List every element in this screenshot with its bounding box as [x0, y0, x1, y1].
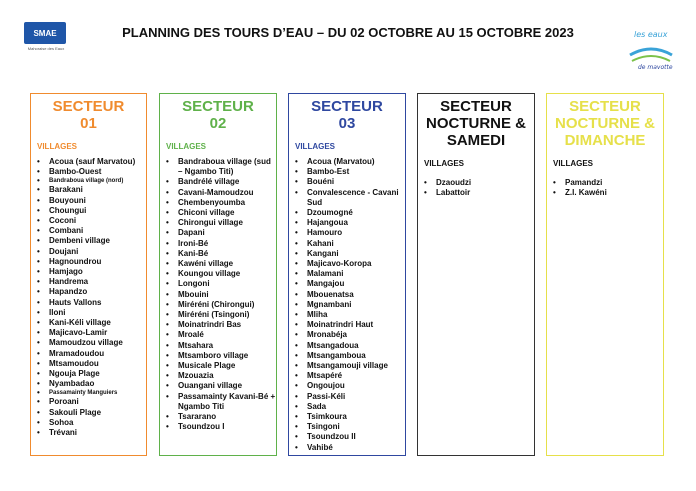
sector-title: [31, 98, 146, 132]
village-item: • Mzouazia: [166, 371, 276, 381]
sector-title-line: SECTEUR: [440, 98, 512, 115]
village-item: • Passamainty Manguiers: [37, 389, 146, 397]
village-item: • Barakani: [37, 185, 146, 195]
villages-label: VILLAGES: [295, 142, 336, 151]
villages-label: VILLAGES: [166, 142, 207, 151]
village-item: • Hamouro: [295, 228, 405, 238]
village-item: • Ironi-Bé: [166, 239, 276, 249]
village-item: • Convalescence - Cavani Sud: [295, 188, 405, 208]
village-item: • Dembeni village: [37, 236, 146, 246]
sector-title-line: SECTEUR: [52, 98, 125, 115]
sector-title-line: 01: [80, 115, 97, 132]
sector-title-line: SECTEUR: [182, 98, 254, 115]
village-item: • Mtsamboro village: [166, 351, 276, 361]
village-item: • Ngouja Plage: [37, 369, 146, 379]
village-item: • Kani-Kéli village: [37, 318, 146, 328]
village-item: • Mliha: [295, 310, 405, 320]
village-item: • Labattoir: [424, 188, 534, 198]
sector-title: [289, 98, 405, 132]
village-item: • Mramadoudou: [37, 349, 146, 359]
village-item: • Hapandzo: [37, 287, 146, 297]
village-item: • Tsoundzou I: [166, 422, 276, 432]
village-item: • Tsimkoura: [295, 412, 405, 422]
village-item: • Z.I. Kawéni: [553, 188, 663, 198]
village-item: • Pamandzi: [553, 178, 663, 188]
village-item: • Musicale Plage: [166, 361, 276, 371]
villages-label: VILLAGES: [37, 142, 78, 151]
village-item: • Mbouini: [166, 290, 276, 300]
village-item: • Mtsangamouji village: [295, 361, 405, 371]
eaux-logo-line1: les eaux: [634, 30, 668, 39]
village-item: • Bouéni: [295, 177, 405, 187]
sector-card-02: [159, 93, 277, 456]
village-item: • Mbouenatsa: [295, 290, 405, 300]
village-item: • Kawéni village: [166, 259, 276, 269]
village-item: • Mtsangamboua: [295, 351, 405, 361]
village-item: • Passi-Kéli: [295, 392, 405, 402]
village-item: • Coconi: [37, 216, 146, 226]
village-item: • Bambo-Ouest: [37, 167, 146, 177]
village-item: • Mtsapéré: [295, 371, 405, 381]
village-item: • Iloni: [37, 308, 146, 318]
village-item: • Mangajou: [295, 279, 405, 289]
village-item: • Mamoudzou village: [37, 338, 146, 348]
village-item: • Sakouli Plage: [37, 408, 146, 418]
village-item: • Miréréni (Tsingoni): [166, 310, 276, 320]
sector-title: [160, 98, 276, 132]
sector-card-nocturne-dimanche: [546, 93, 664, 456]
sector-card-01: [30, 93, 147, 456]
village-item: • Chembenyoumba: [166, 198, 276, 208]
village-item: • Mtsangadoua: [295, 341, 405, 351]
village-item: • Moinatrindri Haut: [295, 320, 405, 330]
sector-title: [547, 98, 663, 149]
sector-title-line: NOCTURNE &: [426, 115, 526, 132]
village-item: • Miréréni (Chirongui): [166, 300, 276, 310]
village-item: • Longoni: [166, 279, 276, 289]
village-list: [418, 178, 534, 198]
village-item: • Tsingoni: [295, 422, 405, 432]
village-item: • Sohoa: [37, 418, 146, 428]
village-item: • Sada: [295, 402, 405, 412]
village-list: [547, 178, 663, 198]
village-item: • Bandrélé village: [166, 177, 276, 187]
village-item: • Kani-Bé: [166, 249, 276, 259]
village-item: • Chirongui village: [166, 218, 276, 228]
sector-card-03: [288, 93, 406, 456]
village-item: • Hamjago: [37, 267, 146, 277]
village-item: • Combani: [37, 226, 146, 236]
village-item: • Acoua (Marvatou): [295, 157, 405, 167]
village-list: [289, 157, 405, 453]
village-item: • Doujani: [37, 247, 146, 257]
village-item: • Cavani-Mamoudzou: [166, 188, 276, 198]
village-item: • Mtsamoudou: [37, 359, 146, 369]
village-item: • Hauts Vallons: [37, 298, 146, 308]
sector-title-line: 03: [338, 115, 356, 132]
village-item: • Mroalé: [166, 330, 276, 340]
village-item: • Ouangani village: [166, 381, 276, 391]
village-item: • Bandraboua village (sud – Ngambo Titi): [166, 157, 276, 177]
smae-logo-mark: SMAE: [24, 22, 66, 44]
sector-title-line: SAMEDI: [446, 132, 506, 149]
sector-title-line: SECTEUR: [311, 98, 383, 115]
village-item: • Dapani: [166, 228, 276, 238]
village-item: • Malamani: [295, 269, 405, 279]
village-item: • Tsararano: [166, 412, 276, 422]
eaux-logo-line2: de mayotte: [638, 64, 673, 69]
village-item: • Acoua (sauf Marvatou): [37, 157, 146, 167]
village-item: • Kahani: [295, 239, 405, 249]
sector-card-nocturne-samedi: [417, 93, 535, 456]
village-item: • Majicavo-Koropa: [295, 259, 405, 269]
village-item: • Mtsahara: [166, 341, 276, 351]
village-list: [160, 157, 276, 432]
village-item: • Poroani: [37, 397, 146, 407]
village-item: • Passamainty Kavani-Bé + Ngambo Titi: [166, 392, 276, 412]
village-item: • Dzaoudzi: [424, 178, 534, 188]
village-item: • Dzoumogné: [295, 208, 405, 218]
village-item: • Moinatrindri Bas: [166, 320, 276, 330]
villages-label: VILLAGES: [424, 159, 465, 168]
village-item: • Choungui: [37, 206, 146, 216]
village-item: • Koungou village: [166, 269, 276, 279]
sector-title-line: DIMANCHE: [564, 132, 646, 149]
village-item: • Vahibé: [295, 443, 405, 453]
village-list: [31, 157, 146, 438]
village-item: • Trévani: [37, 428, 146, 438]
village-item: • Chiconi village: [166, 208, 276, 218]
village-item: • Ongoujou: [295, 381, 405, 391]
village-item: • Handrema: [37, 277, 146, 287]
smae-logo-tagline: Mahoraise des Eaux: [27, 46, 65, 51]
village-item: • Majicavo-Lamir: [37, 328, 146, 338]
page-title: PLANNING DES TOURS D’EAU – DU 02 OCTOBRE AU 15 OCTOBRE 2023: [122, 25, 574, 40]
village-item: • Hagnoundrou: [37, 257, 146, 267]
sector-title-line: SECTEUR: [569, 98, 641, 115]
village-item: • Nyambadao: [37, 379, 146, 389]
village-item: • Bandraboua village (nord): [37, 177, 146, 185]
village-item: • Tsoundzou II: [295, 432, 405, 442]
villages-label: VILLAGES: [553, 159, 594, 168]
eaux-de-mayotte-logo: [628, 25, 674, 69]
village-item: • Bambo-Est: [295, 167, 405, 177]
village-item: • Kangani: [295, 249, 405, 259]
village-item: • Mronabéja: [295, 330, 405, 340]
sector-title: [418, 98, 534, 149]
sector-title-line: NOCTURNE &: [555, 115, 655, 132]
village-item: • Bouyouni: [37, 196, 146, 206]
village-item: • Mgnambani: [295, 300, 405, 310]
sector-title-line: 02: [209, 115, 227, 132]
village-item: • Hajangoua: [295, 218, 405, 228]
